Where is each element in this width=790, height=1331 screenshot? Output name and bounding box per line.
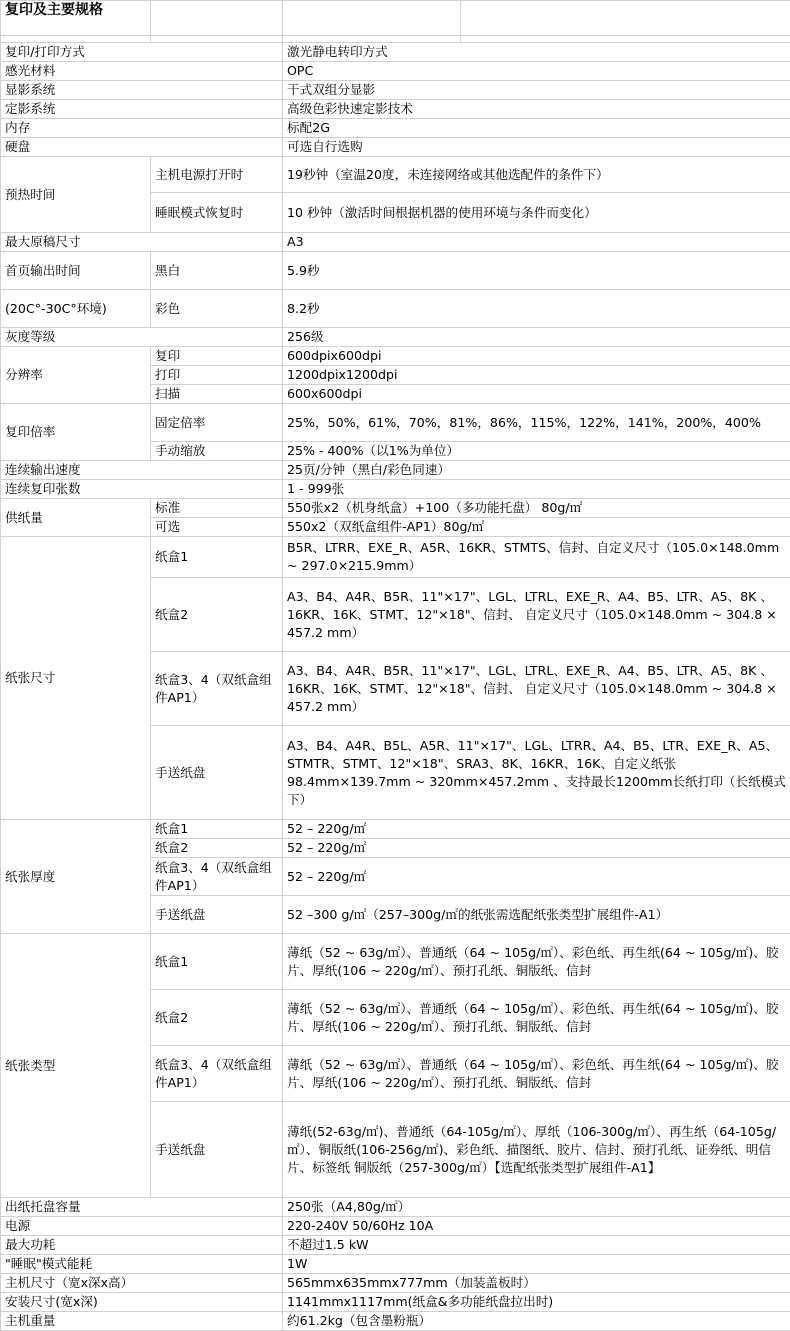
row-value: 1200dpix1200dpi	[283, 366, 790, 385]
row-value: 220-240V 50/60Hz 10A	[283, 1217, 790, 1236]
row-value: 不超过1.5 kW	[283, 1236, 790, 1255]
row-label: 出纸托盘容量	[1, 1198, 283, 1217]
row-label: 感光材料	[1, 62, 283, 81]
sub-label: 标准	[151, 499, 283, 518]
row-value: 52 – 220g/㎡	[283, 839, 790, 858]
row-label: 主机重量	[1, 1312, 283, 1331]
table-row	[1, 119, 790, 138]
page-title: 复印及主要规格	[1, 1, 151, 36]
table-row	[1, 157, 790, 193]
row-label: 纸张类型	[1, 934, 151, 1198]
row-value: 600dpix600dpi	[283, 347, 790, 366]
row-value: 8.2秒	[283, 290, 790, 328]
row-label: 显影系统	[1, 81, 283, 100]
sub-label: 睡眠模式恢复时	[151, 193, 283, 233]
table-row	[1, 43, 790, 62]
row-value: 激光静电转印方式	[283, 43, 790, 62]
sub-label: 纸盒2	[151, 578, 283, 652]
row-value: 550张x2（机身纸盒）+100（多功能托盘） 80g/㎡	[283, 499, 790, 518]
table-row	[1, 328, 790, 347]
row-value: 5.9秒	[283, 252, 790, 290]
table-row	[1, 1255, 790, 1274]
sub-label: 可选	[151, 518, 283, 537]
sub-label: 复印	[151, 347, 283, 366]
sub-label: 纸盒3、4（双纸盒组件AP1）	[151, 858, 283, 896]
title-row	[1, 1, 790, 36]
row-label: 复印倍率	[1, 404, 151, 461]
row-label: 连续输出速度	[1, 461, 283, 480]
sub-label: 纸盒2	[151, 990, 283, 1046]
row-value: 10 秒钟（激活时间根据机器的使用环境与条件而变化）	[283, 193, 790, 233]
row-value: 25%，50%，61%，70%，81%，86%，115%，122%，141%，200%，400%	[283, 404, 790, 442]
row-label: 灰度等级	[1, 328, 283, 347]
row-label: 安装尺寸(宽x深)	[1, 1293, 283, 1312]
table-row	[1, 233, 790, 252]
row-value: 1141mmx1117mm(纸盒&多功能纸盘拉出时)	[283, 1293, 790, 1312]
row-value: 标配2G	[283, 119, 790, 138]
row-label: 定影系统	[1, 100, 283, 119]
row-value: 可选自行选购	[283, 138, 790, 157]
table-row	[1, 347, 790, 366]
sub-label: 手送纸盘	[151, 896, 283, 934]
row-value: 256级	[283, 328, 790, 347]
table-row	[1, 820, 790, 839]
table-row	[1, 1217, 790, 1236]
row-value: 薄纸（52 ~ 63g/㎡）、普通纸（64 ~ 105g/㎡）、彩色纸、再生纸(64 ~ 105g/㎡)、胶片、厚纸(106 ~ 220g/㎡）、预打孔纸、铜版纸、信封	[283, 1046, 790, 1102]
sub-label: 手送纸盘	[151, 726, 283, 820]
table-row	[1, 290, 790, 328]
row-label: 硬盘	[1, 138, 283, 157]
row-value: 薄纸（52 ~ 63g/㎡）、普通纸（64 ~ 105g/㎡）、彩色纸、再生纸(64 ~ 105g/㎡)、胶片、厚纸(106 ~ 220g/㎡）、预打孔纸、铜版纸、信封	[283, 990, 790, 1046]
row-value: 565mmx635mmx777mm（加装盖板时）	[283, 1274, 790, 1293]
row-value: 250张（A4,80g/㎡）	[283, 1198, 790, 1217]
row-label: (20C°-30C°环境)	[1, 290, 151, 328]
row-value: 25% - 400%（以1%为单位）	[283, 442, 790, 461]
table-row	[1, 100, 790, 119]
row-value: 550x2（双纸盒组件-AP1）80g/㎡	[283, 518, 790, 537]
table-row	[1, 81, 790, 100]
row-value: 52 – 220g/㎡	[283, 858, 790, 896]
sub-label: 彩色	[151, 290, 283, 328]
row-value: 高级色彩快速定影技术	[283, 100, 790, 119]
row-label: 主机尺寸（宽x深x高）	[1, 1274, 283, 1293]
table-row	[1, 62, 790, 81]
row-value: B5R、LTRR、EXE_R、A5R、16KR、STMTS、信封、自定义尺寸（105.0×148.0mm ~ 297.0×215.9mm）	[283, 537, 790, 578]
row-value: 600x600dpi	[283, 385, 790, 404]
row-label: 预热时间	[1, 157, 151, 233]
table-row	[1, 480, 790, 499]
sub-label: 纸盒2	[151, 839, 283, 858]
sub-label: 黑白	[151, 252, 283, 290]
row-label: 最大原稿尺寸	[1, 233, 283, 252]
table-row	[1, 138, 790, 157]
table-row	[1, 499, 790, 518]
table-row	[1, 1198, 790, 1217]
table-row	[1, 1274, 790, 1293]
row-value: 52 – 220g/㎡	[283, 820, 790, 839]
row-label: "睡眠"模式能耗	[1, 1255, 283, 1274]
row-label: 电源	[1, 1217, 283, 1236]
row-value: 52 –300 g/㎡（257–300g/㎡的纸张需选配纸张类型扩展组件-A1）	[283, 896, 790, 934]
row-value: A3、B4、A4R、B5R、11"×17"、LGL、LTRL、EXE_R、A4、B5、LTR、A5、8K 、16KR、16K、STMT、12"×18"、信封、 自定义尺寸（105.0×148.0mm ~ 304.8 × 457.2 mm）	[283, 652, 790, 726]
row-value: A3、B4、A4R、B5L、A5R、11"×17"、LGL、LTRR、A4、B5、LTR、EXE_R、A5、STMTR、STMT、12"×18"、SRA3、8K、16KR、16K、自定义纸张98.4mm×139.7mm ~ 320mm×457.2mm 、支持最长1200mm长纸打印（长纸模式下）	[283, 726, 790, 820]
sub-label: 手送纸盘	[151, 1102, 283, 1198]
row-label: 分辨率	[1, 347, 151, 404]
sub-label: 手动缩放	[151, 442, 283, 461]
table-row	[1, 404, 790, 442]
sub-label: 纸盒3、4（双纸盒组件AP1）	[151, 652, 283, 726]
table-row	[1, 461, 790, 480]
row-value: 干式双组分显影	[283, 81, 790, 100]
row-value: 薄纸（52 ~ 63g/㎡）、普通纸（64 ~ 105g/㎡）、彩色纸、再生纸(64 ~ 105g/㎡)、胶片、厚纸(106 ~ 220g/㎡）、预打孔纸、铜版纸、信封	[283, 934, 790, 990]
sub-label: 打印	[151, 366, 283, 385]
table-row	[1, 1236, 790, 1255]
row-value: 19秒钟（室温20度，未连接网络或其他选配件的条件下）	[283, 157, 790, 193]
sub-label: 扫描	[151, 385, 283, 404]
row-label: 供纸量	[1, 499, 151, 537]
table-row	[1, 252, 790, 290]
row-label: 复印/打印方式	[1, 43, 283, 62]
row-value: A3、B4、A4R、B5R、11"×17"、LGL、LTRL、EXE_R、A4、B5、LTR、A5、8K 、16KR、16K、STMT、12"×18"、信封、 自定义尺寸（105.0×148.0mm ~ 304.8 × 457.2 mm）	[283, 578, 790, 652]
row-label: 纸张尺寸	[1, 537, 151, 820]
sub-label: 纸盒1	[151, 537, 283, 578]
sub-label: 主机电源打开时	[151, 157, 283, 193]
table-row	[1, 537, 790, 578]
sub-label: 固定倍率	[151, 404, 283, 442]
table-row	[1, 934, 790, 990]
sub-label: 纸盒3、4（双纸盒组件AP1）	[151, 1046, 283, 1102]
row-value: A3	[283, 233, 790, 252]
row-value: 1 - 999张	[283, 480, 790, 499]
sub-label: 纸盒1	[151, 934, 283, 990]
row-value: 25页/分钟（黑白/彩色同速）	[283, 461, 790, 480]
row-value: OPC	[283, 62, 790, 81]
row-label: 内存	[1, 119, 283, 138]
sub-label: 纸盒1	[151, 820, 283, 839]
row-value: 1W	[283, 1255, 790, 1274]
row-label: 最大功耗	[1, 1236, 283, 1255]
row-label: 连续复印张数	[1, 480, 283, 499]
table-row	[1, 1312, 790, 1331]
row-label: 首页输出时间	[1, 252, 151, 290]
row-value: 薄纸(52-63g/㎡)、普通纸（64-105g/㎡）、厚纸（106-300g/㎡）、再生纸（64-105g/㎡）、铜版纸(106-256g/㎡)、彩色纸、描图纸、胶片、信封、预打孔纸、证券纸、明信片、标签纸 铜版纸（257-300g/㎡）【选配纸张类型扩展组件-A1】	[283, 1102, 790, 1198]
row-label: 纸张厚度	[1, 820, 151, 934]
row-value: 约61.2kg（包含墨粉瓶）	[283, 1312, 790, 1331]
